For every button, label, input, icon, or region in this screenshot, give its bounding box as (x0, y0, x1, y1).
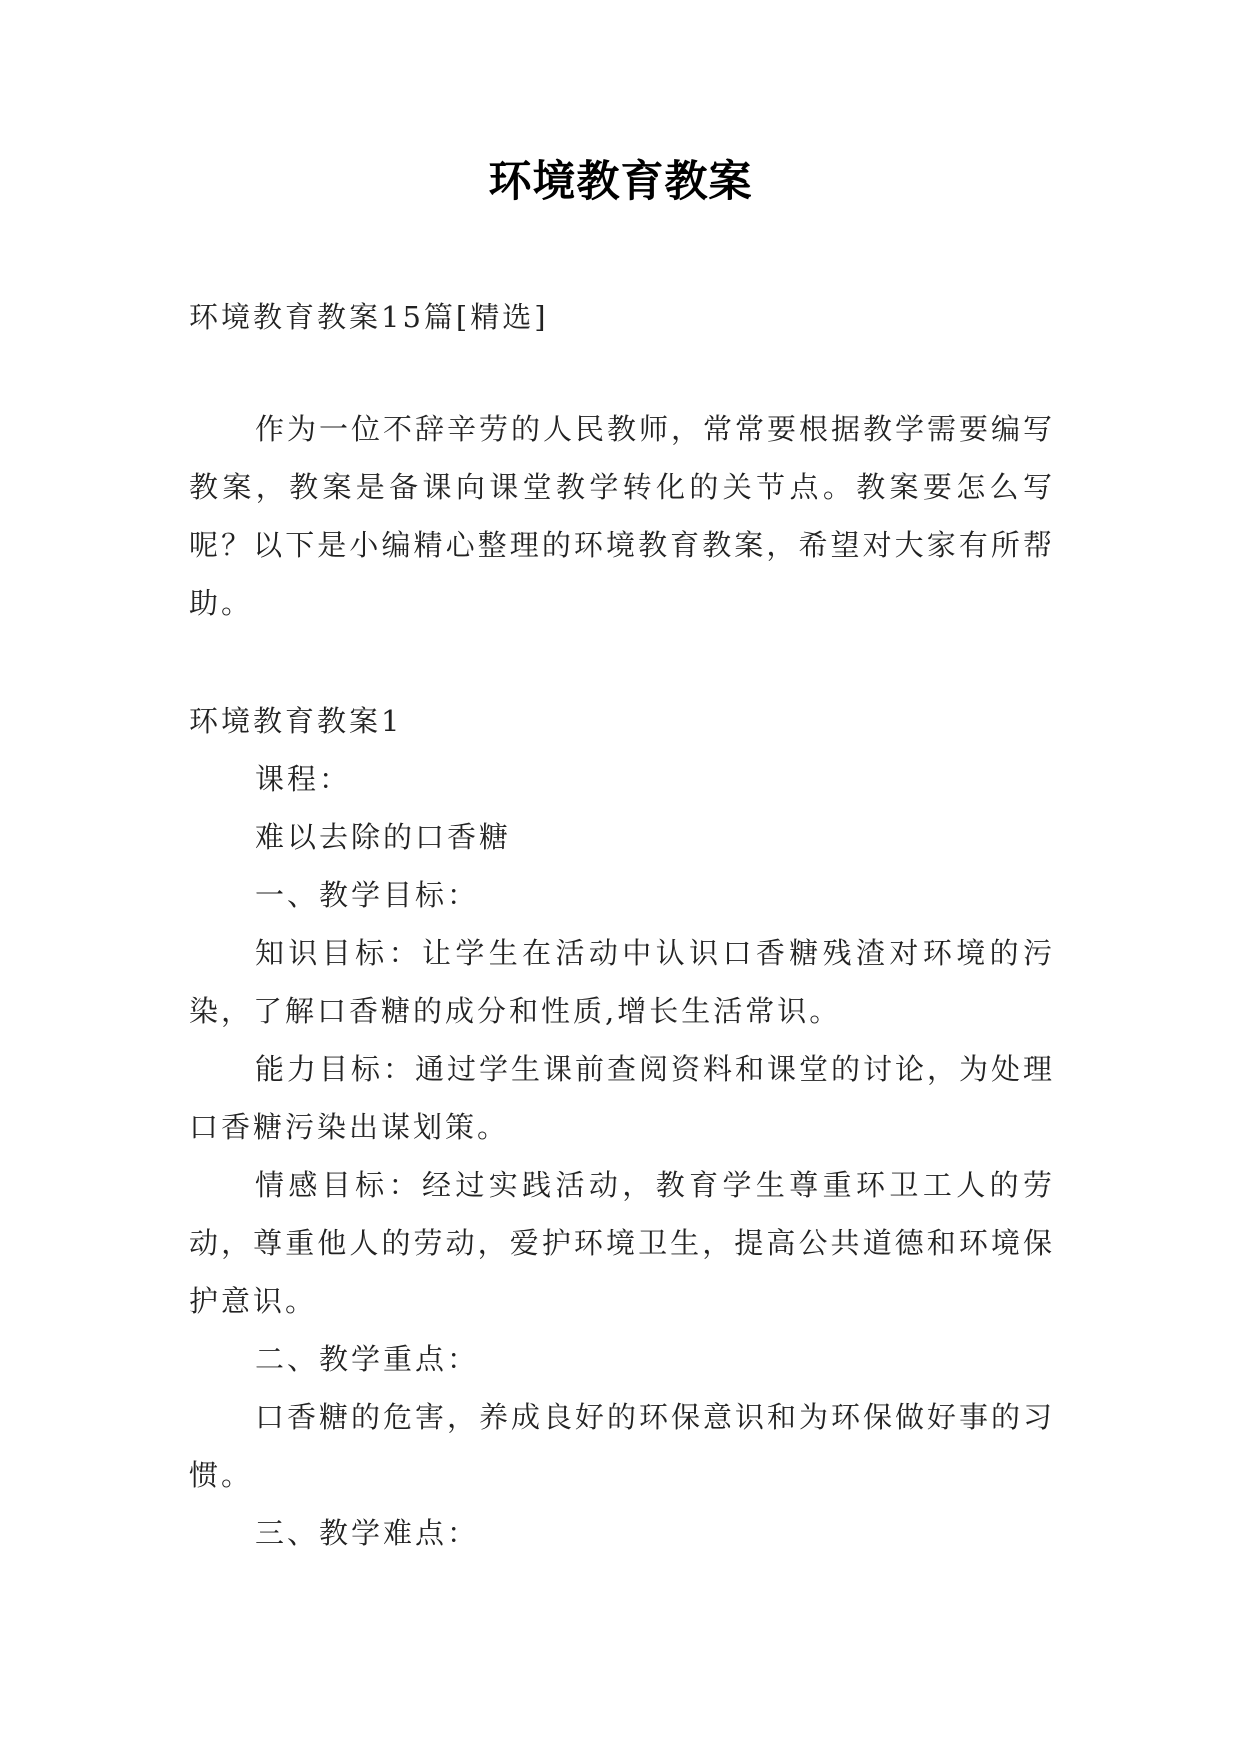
section-title: 环境教育教案1 (189, 704, 403, 738)
document-subtitle (189, 288, 1055, 346)
paragraph-emotion-goal: 情感目标：经过实践活动，教育学生尊重环卫工人的劳动，尊重他人的劳动，爱护环境卫生，提高公共道德和环境保护意识。 (189, 1168, 1055, 1318)
paragraph-ability-goal: 能力目标：通过学生课前查阅资料和课堂的讨论，为处理口香糖污染出谋划策。 (189, 1052, 1056, 1144)
heading-teaching-focus: 二、教学重点： (255, 1342, 480, 1376)
intro-paragraph-block (189, 400, 1055, 632)
lesson-plan-section (189, 692, 1055, 1562)
subtitle-text: 环境教育教案15篇[精选] (189, 300, 549, 334)
paragraph-teaching-focus: 口香糖的危害，养成良好的环保意识和为环保做好事的习惯。 (189, 1400, 1056, 1492)
document-title: 环境教育教案 (488, 157, 753, 207)
intro-paragraph: 作为一位不辞辛劳的人民教师，常常要根据教学需要编写教案，教案是备课向课堂教学转化的关节点。教案要怎么写呢？以下是小编精心整理的环境教育教案，希望对大家有所帮助。 (189, 412, 1056, 620)
paragraph-knowledge-goal: 知识目标：让学生在活动中认识口香糖残渣对环境的污染，了解口香糖的成分和性质,增长生活常识。 (189, 936, 1055, 1028)
heading-teaching-goals: 一、教学目标： (255, 878, 480, 912)
paragraph-course-label: 课程： (255, 762, 352, 796)
paragraph-course-name: 难以去除的口香糖 (255, 820, 512, 854)
heading-teaching-difficulty: 三、教学难点： (255, 1516, 480, 1550)
